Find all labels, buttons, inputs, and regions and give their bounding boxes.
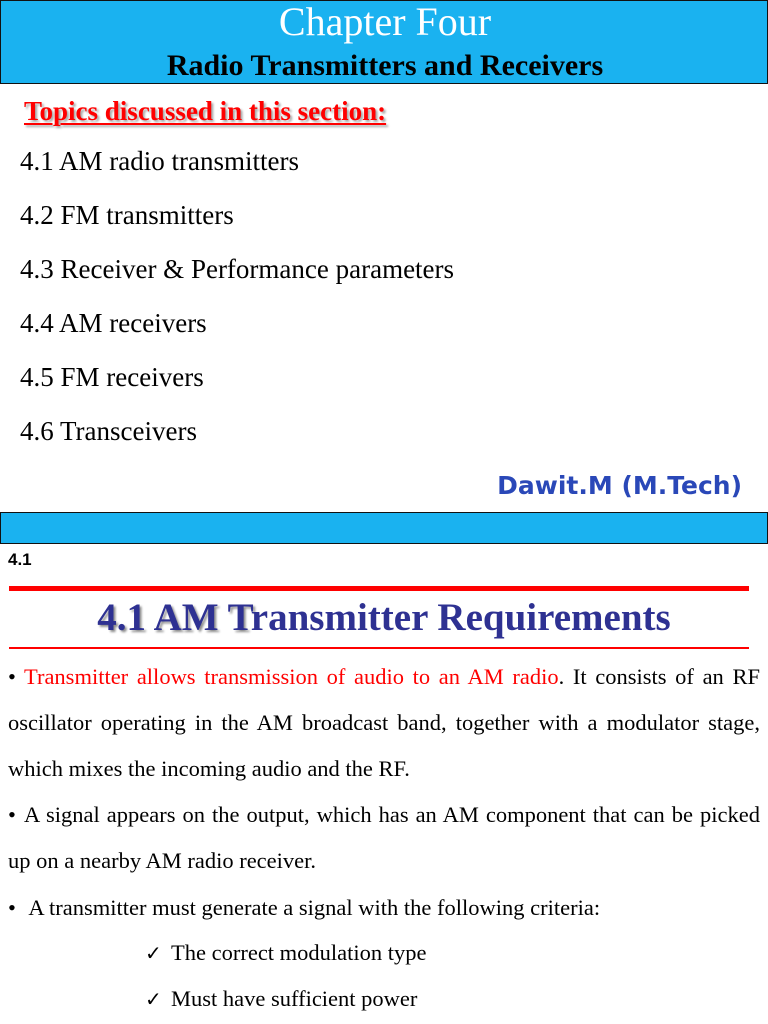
section-title: [0, 594, 768, 642]
paragraph-text: . It consists of an RF oscillator operating in the AM broadcast band, together with a modulator stage, which mixes the incoming audio and the RF.: [8, 664, 760, 781]
topic-item: 4.3 Receiver & Performance parameters: [20, 254, 455, 284]
chapter-subtitle: Radio Transmitters and Receivers: [166, 49, 604, 82]
criteria-list: [145, 930, 427, 1022]
criteria-text: The correct modulation type: [171, 940, 427, 965]
title-rule-bottom: [9, 647, 749, 649]
topic-item: 4.6 Transceivers: [20, 416, 197, 446]
slide-separator-bar: [0, 512, 768, 544]
topics-list: [20, 141, 454, 465]
topic-item: 4.1 AM radio transmitters: [20, 146, 299, 176]
section-title-rest: ransmitter Requirements: [250, 596, 671, 639]
topic-item: 4.5 FM receivers: [20, 362, 204, 392]
paragraph-text: A signal appears on the output, which has an AM component that can be picked up on a nearby AM radio receiver.: [8, 802, 760, 873]
title-rule-top: [9, 586, 749, 591]
criteria-item: [145, 976, 427, 1022]
criteria-text: Must have sufficient power: [171, 986, 418, 1011]
checkmark-icon: ✓: [145, 987, 162, 1011]
slide-number: 4.1: [8, 550, 32, 569]
highlighted-text: Transmitter allows transmission of audio to an AM radio: [24, 664, 559, 689]
checkmark-icon: ✓: [145, 941, 162, 965]
paragraph-signal-output: [8, 792, 760, 884]
topic-item: 4.2 FM transmitters: [20, 200, 234, 230]
topic-item: 4.4 AM receivers: [20, 308, 207, 338]
paragraph-transmitter-intro: [8, 654, 760, 792]
section-title-strong: 4.1 AM T: [97, 596, 251, 639]
paragraph-criteria-intro: [8, 885, 760, 931]
bullet-icon: •: [8, 802, 16, 827]
bullet-icon: •: [8, 895, 16, 920]
chapter-header-bar: [0, 0, 768, 84]
author-credit: Dawit.M (M.Tech): [497, 471, 742, 500]
chapter-title: Chapter Four: [278, 0, 492, 44]
topics-heading: Topics discussed in this section:: [24, 96, 387, 126]
paragraph-text: A transmitter must generate a signal with the following criteria:: [24, 895, 601, 920]
bullet-icon: •: [8, 664, 16, 689]
criteria-item: [145, 930, 427, 976]
